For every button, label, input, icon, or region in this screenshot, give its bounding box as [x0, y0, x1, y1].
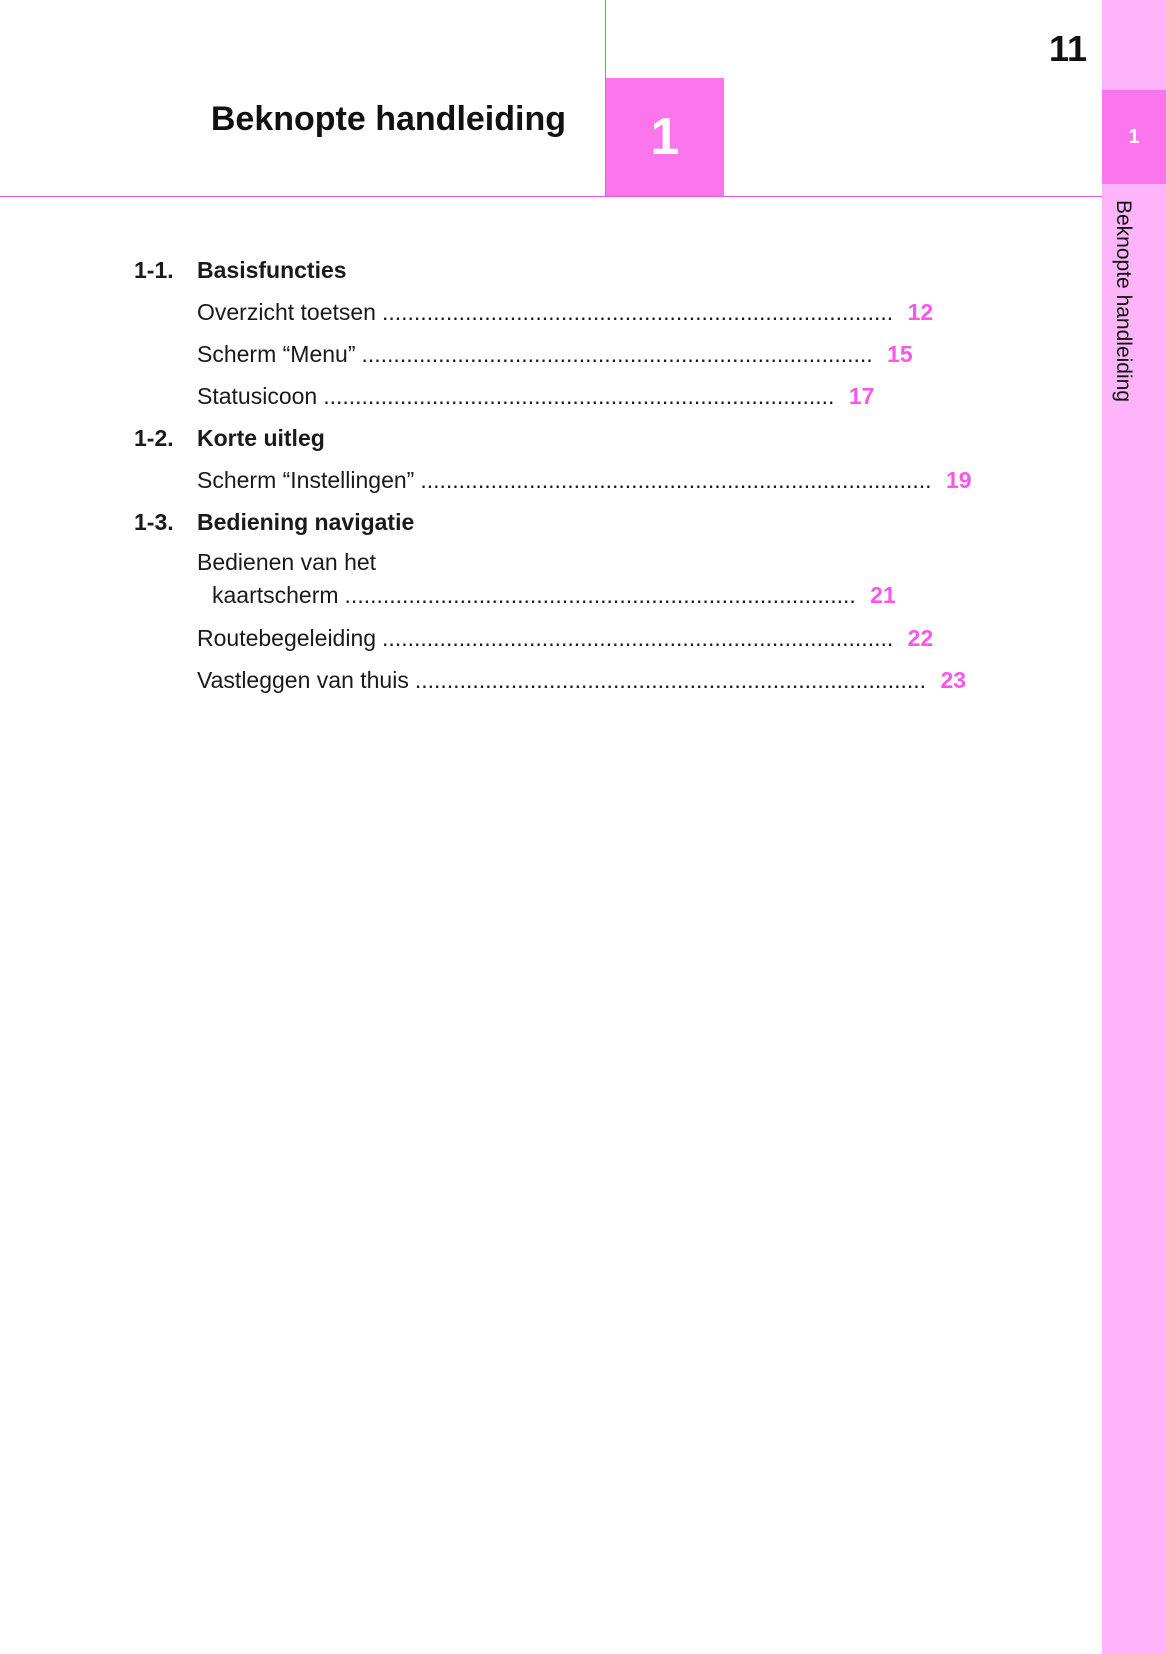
table-of-contents [134, 252, 972, 704]
leader-dots: ................................................................................ [382, 625, 894, 651]
chapter-number-box [606, 78, 724, 196]
toc-entry[interactable] [197, 462, 972, 504]
leader-dots: ................................................................................ [420, 467, 932, 493]
entry-page[interactable]: 17 [848, 383, 875, 409]
side-tab-label: Beknopte handleiding [1112, 200, 1135, 403]
toc-entry[interactable] [197, 294, 934, 336]
section-number: 1-2. [134, 425, 174, 451]
toc-section-heading[interactable] [134, 504, 564, 546]
entry-title: Vastleggen van thuis [197, 667, 409, 693]
entry-title: Statusicoon [197, 383, 318, 409]
entry-title: Overzicht toetsen [197, 299, 376, 325]
side-tab-number: 1 [1128, 125, 1140, 148]
entry-title: Bedienen van het [197, 549, 377, 575]
entry-page[interactable]: 22 [907, 625, 934, 651]
entry-title: Scherm “Instellingen” [197, 467, 415, 493]
toc-entry[interactable] [197, 336, 913, 378]
leader-dots: ................................................................................ [414, 667, 927, 693]
chapter-number: 1 [650, 108, 680, 166]
side-tab-chapter[interactable] [1102, 90, 1166, 184]
entry-title-continued: kaartscherm [212, 582, 339, 608]
entry-page[interactable]: 15 [887, 341, 913, 367]
entry-title: Routebegeleiding [197, 625, 377, 651]
leader-dots: ................................................................................ [361, 341, 873, 367]
page-number: 11 [1048, 28, 1088, 69]
entry-page[interactable]: 19 [945, 467, 972, 493]
toc-section-heading[interactable] [134, 420, 564, 462]
entry-title: Scherm “Menu” [197, 341, 356, 367]
header-divider-horizontal [0, 196, 1102, 197]
leader-dots: ................................................................................ [344, 582, 856, 608]
section-title: Bediening navigatie [197, 509, 415, 535]
entry-page[interactable]: 12 [907, 299, 934, 325]
toc-entry[interactable] [197, 620, 934, 662]
toc-entry[interactable] [197, 378, 875, 420]
entry-page[interactable]: 21 [870, 582, 896, 608]
section-title: Korte uitleg [197, 425, 325, 451]
entry-page[interactable]: 23 [940, 667, 967, 693]
section-title: Basisfuncties [197, 257, 347, 283]
leader-dots: ................................................................................ [323, 383, 835, 409]
page-title: Beknopte handleiding [210, 100, 566, 138]
toc-entry[interactable] [197, 662, 967, 704]
section-number: 1-1. [134, 257, 174, 283]
section-number: 1-3. [134, 509, 174, 535]
toc-entry[interactable] [197, 546, 896, 620]
toc-section-heading[interactable] [134, 252, 564, 294]
leader-dots: ................................................................................ [381, 299, 894, 325]
